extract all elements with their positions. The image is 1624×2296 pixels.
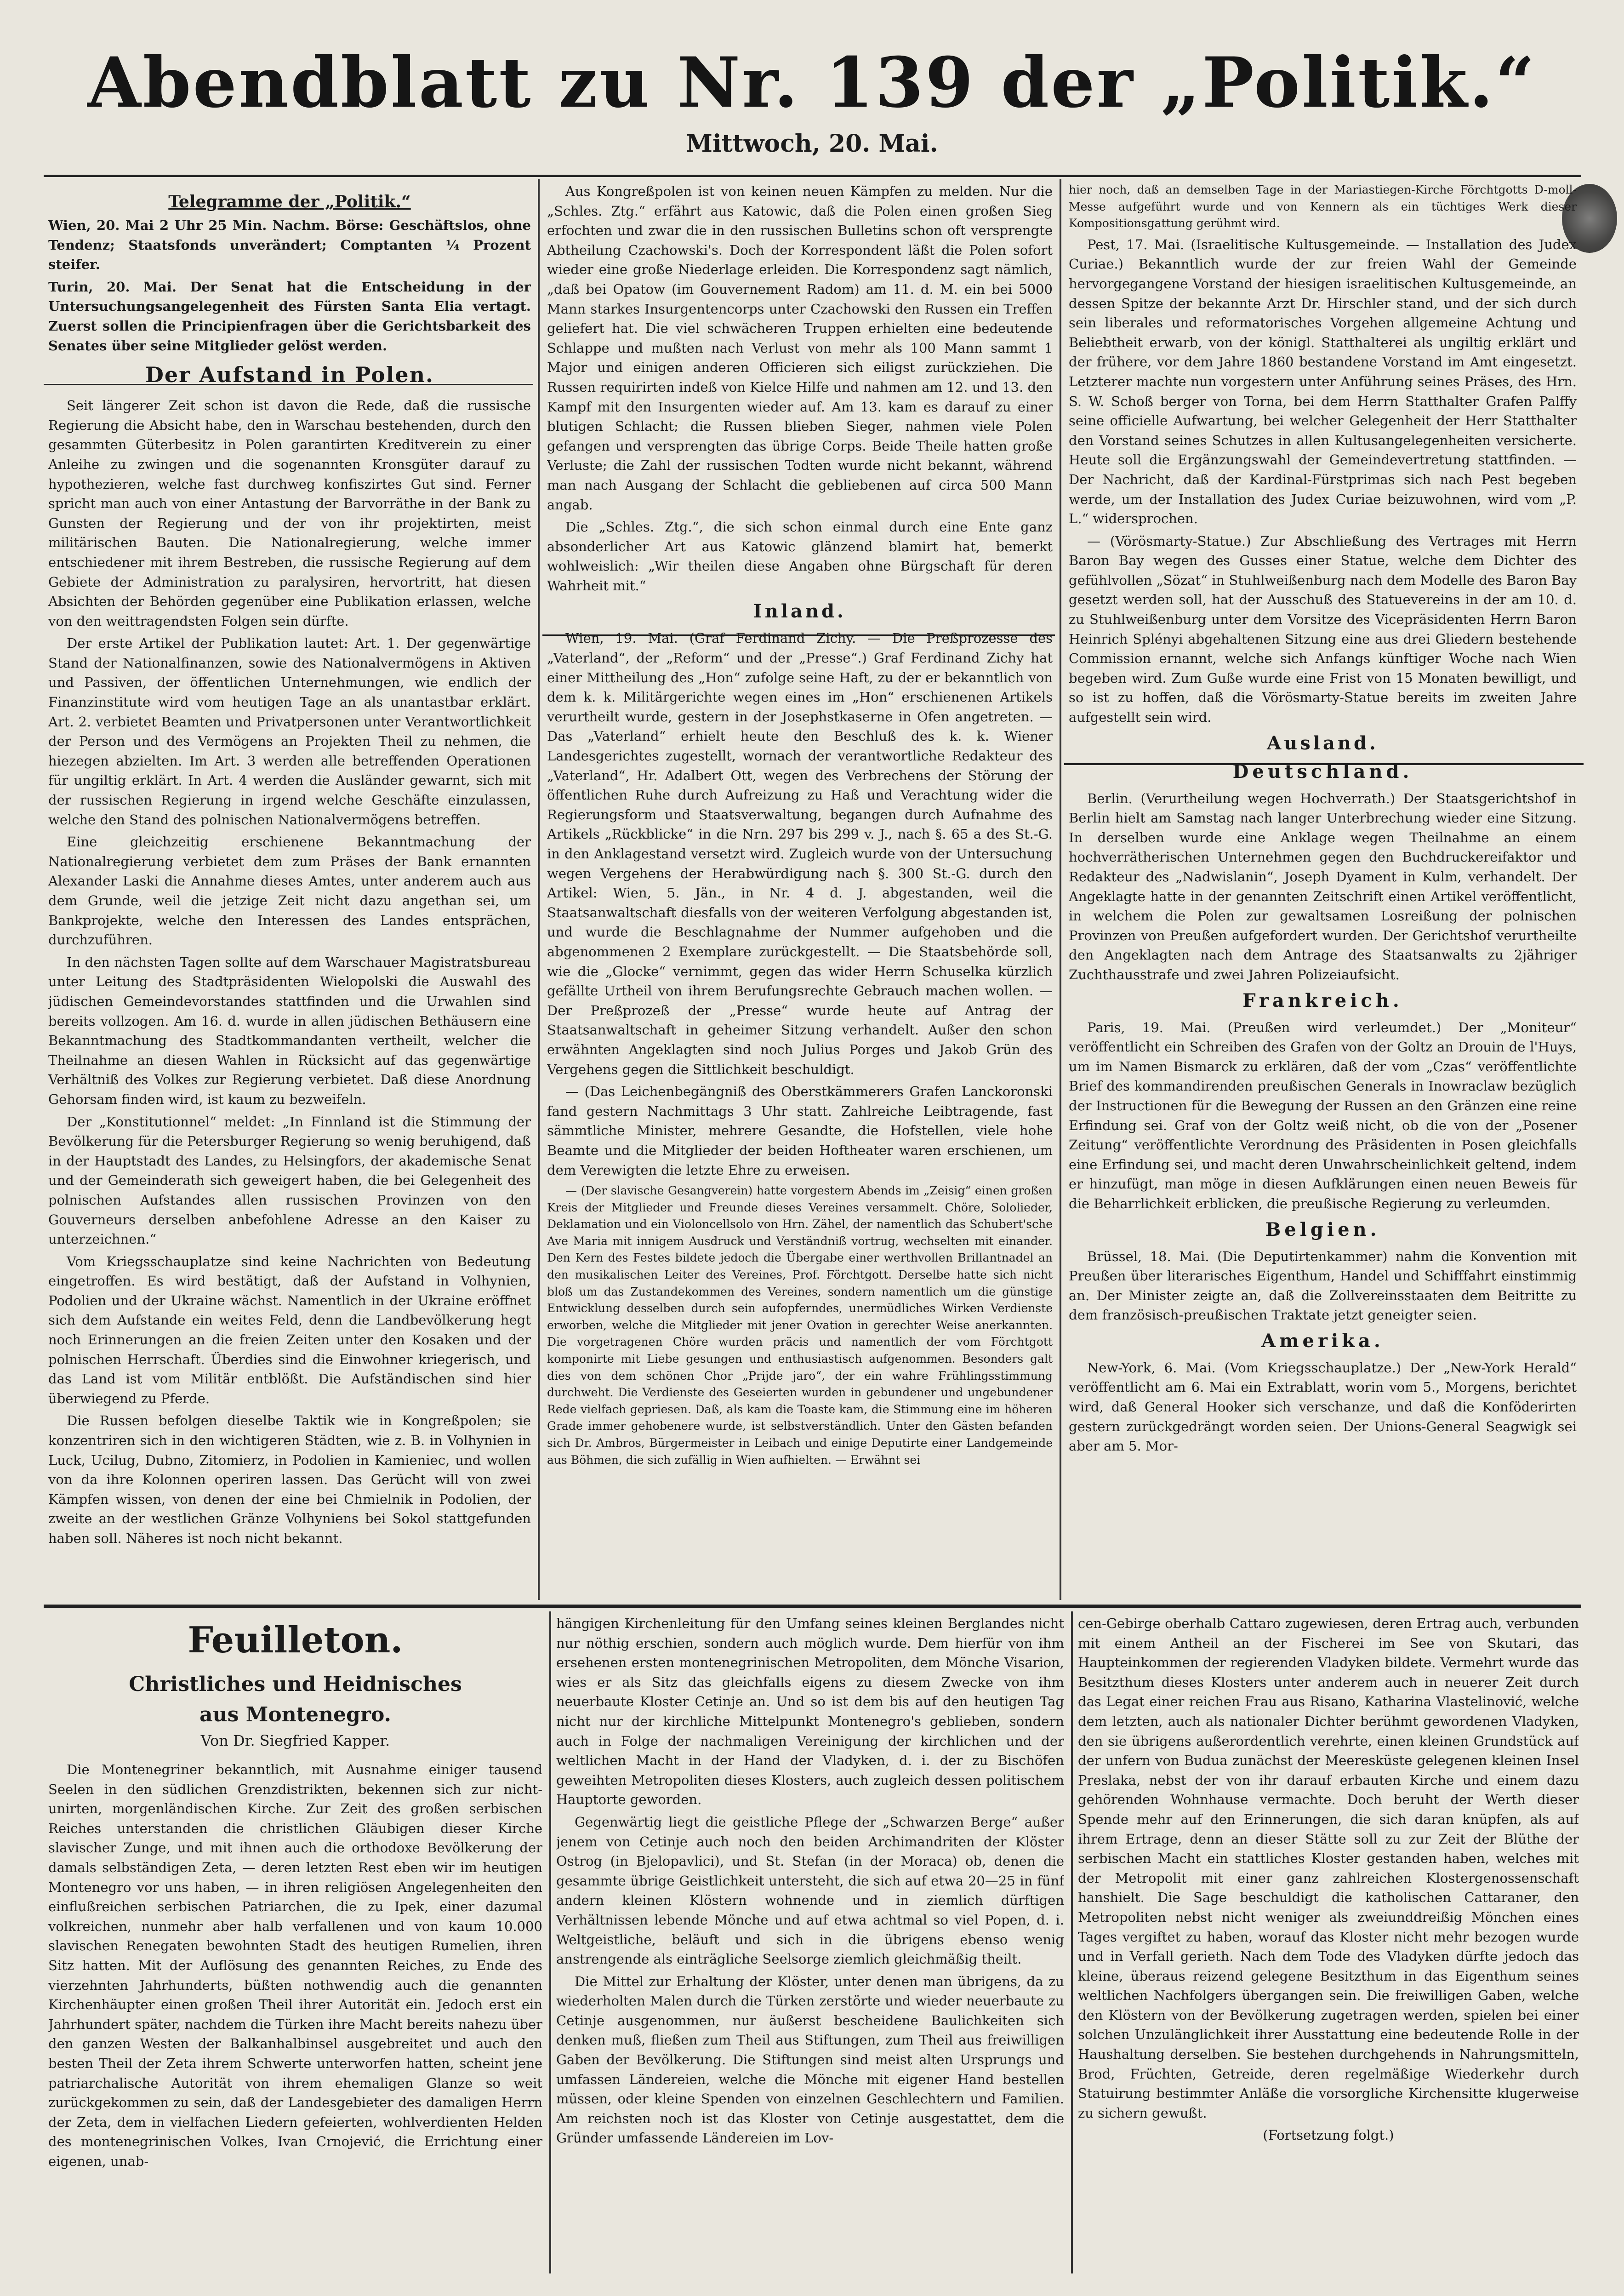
telegram-paragraph: Turin, 20. Mai. Der Senat hat die Entscheidung in der Untersuchungsangelegenheit des Fürsten Santa Elia vertagt. Zuerst sollen die Principienfragen über die Gerichtsbarkeit des Senates über seine Mitglieder gelöst werden. [48,279,531,354]
article-paragraph-small: hier noch, daß an demselben Tage in der Mariastiegen-Kirche Förchtgotts D-moll-Messe aufgeführt wurde und von Kennern als ein tüchtiges Werk dieser Kompositionsgattung gerühmt wird. [1069,183,1577,230]
section-heading-ausland: Ausland. [1267,732,1379,754]
feuilleton-paragraph: Die Mittel zur Erhaltung der Klöster, unter denen man übrigens, da zu wiederholten Malen durch die Türken zerstörte und wieder neuerbaute zu Cetinje ausgenommen, nur äußerst bescheidene Baulichkeiten sich denken muß, fließen zum Theil aus Stiftungen, zum Theil aus freiwilligen Gaben der Bevölkerung. Die Stiftungen sind meist alten Ursprungs und umfassen Ländereien, welche die Mönche mit eigener Hand bestellen müssen, oder kleine Spenden von einzelnen Geschlechtern und Familien. Am reichsten noch ist das Kloster von Cetinje ausgestattet, dem die Gründer umfassende Ländereien im Lov- [556,1973,1064,2146]
continuation-note: (Fortsetzung folgt.) [1263,2127,1394,2143]
section-heading-frankreich: Frankreich. [1242,989,1403,1011]
article-heading-aufstand: Der Aufstand in Polen. [145,362,434,388]
section-heading-inland: Inland. [753,600,846,623]
essay-author: Von Dr. Siegfried Kapper. [200,1732,390,1749]
article-paragraph: Vom Kriegsschauplatze sind keine Nachrichten von Bedeutung eingetroffen. Es wird bestätigt, daß der Aufstand in Volhynien, Podolien und der Ukraine wächst. Namentlich in der Ukraine eröffnet sich dem Aufstande ein weites Feld, denn die Landbevölkerung hegt noch Erinnerungen an die freien Zeiten unter den Kosaken und der polnischen Herrschaft. Überdies sind die Einwohner kriegerisch, und das Land ist vom Militär entblößt. Die Aufständischen sind hier überwiegend zu Pferde. [48,1253,531,1406]
feuilleton-divider-2 [1071,1611,1073,2273]
article-paragraph: Eine gleichzeitig erschienene Bekanntmachung der Nationalregierung verbietet dem zum Präses der Bank ernannten Alexander Laski die Annahme dieses Amtes, unter anderem auch aus dem Grunde, weil die jetzige Zeit nicht dazu angethan sei, um Bankprojekte, welche den Interessen des Landes entsprächen, durchzuführen. [48,834,531,948]
column-divider-1 [538,179,540,1600]
article-paragraph: Der „Konstitutionnel“ meldet: „In Finnland ist die Stimmung der Bevölkerung für die Petersburger Regierung so wenig beruhigend, daß in der Hauptstadt des Landes, zu Helsingfors, der akademische Senat und der Gemeinderath sich geweigert haben, die bei Gelegenheit des polnischen Aufstandes allen russischen Provinzen von den Gouverneurs derselben anbefohlene Adresse an den Kaiser zu unterzeichnen.“ [48,1114,531,1247]
feuilleton-title: Feuilleton. [188,1619,403,1661]
section-heading-belgien: Belgien. [1265,1218,1380,1240]
article-paragraph: New-York, 6. Mai. (Vom Kriegsschauplatze.) Der „New-York Herald“ veröffentlicht am 6. Mai ein Extrablatt, worin vom 5., Morgens, berichtet wird, daß General Hooker sich verschanze, und daß die Konföderirten gestern zurückgedrängt worden seien. Der Unions-General Seagwigk sei aber am 5. Mor- [1069,1359,1577,1454]
feuilleton-paragraph: Die Montenegriner bekanntlich, mit Ausnahme einiger tausend Seelen in den südlichen Grenzdistrikten, bekennen sich zur nicht-unirten, morgenländischen Kirche. Zur Zeit des großen serbischen Reiches unterstanden die christlichen Gläubigen dieser Kirche slavischer Zunge, und mit ihnen auch die orthodoxe Bevölkerung der damals selbständigen Zeta, — deren letzten Rest eben wir im heutigen Montenegro vor uns haben, — in ihren religiösen Angelegenheiten den einflußreichen serbischen Patriarchen, die zu Ipek, einer dazumal volkreichen, nunmehr aber halb verfallenen und von kaum 10.000 slavischen Renegaten bewohnten Stadt des heutigen Rumelien, ihren Sitz hatten. Mit der Auflösung des genannten Reiches, zu Ende des vierzehnten Jahrhunderts, büßten nothwendig auch die genannten Kirchenhäupter einen großen Theil ihrer Autorität ein. Jedoch erst ein Jahrhundert später, nachdem die Türken ihre Macht bereits nahezu über den ganzen Westen der Balkanhalbinsel ausgebreitet und auch den besten Theil der Zeta ihrem Schwerte unterworfen hatten, scheint jene patriarchalische Autorität von ihrem ehemaligen Glanze so weit zurückgekommen zu sein, daß der Landesgebieter des damaligen Herrn der Zeta, dem in vielfachen Liedern gefeierten, wohlverdienten Helden des montenegrinischen Volkes, Ivan Crnojević, die Errichtung einer eigenen, unab- [48,1762,542,2169]
article-paragraph: Brüssel, 18. Mai. (Die Deputirtenkammer) nahm die Konvention mit Preußen über literarisches Eigenthum, Handel und Schifffahrt einstimmig an. Der Minister zeigte an, daß die Zollvereinsstaaten dem Beitritte zu dem französisch-preußischen Traktate jetzt geneigter seien. [1069,1248,1577,1323]
masthead-date: Mittwoch, 20. Mai. [686,130,938,158]
article-paragraph: Paris, 19. Mai. (Preußen wird verleumdet.) Der „Moniteur“ veröffentlicht ein Schreiben des Grafen von der Goltz an Drouin de l'Huys, um im Namen Bismarck zu erklären, daß der vom „Czas“ veröffentlichte Brief des kommandirenden preußischen Generals in Inowraclaw bezüglich der Instructionen für die Bewegung der Russen an den Gränzen eine reine Erfindung sei. Graf von der Goltz weiß nicht, ob die von der „Posener Zeitung“ veröffentlichte Verordnung des Präsidenten in Posen gleichfalls eine Erfindung sei, und macht deren Unwahrscheinlichkeit geltend, indem er hinzufügt, man möge in diesen Aufklärungen einen neuen Beweis für die Beharrlichkeit erblicken, die preußische Regierung zu verleumden. [1069,1019,1577,1211]
middle-rule [44,1605,1581,1608]
article-paragraph: Berlin. (Verurtheilung wegen Hochverrath.) Der Staatsgerichtshof in Berlin hielt am Samstag nach langer Unterbrechung wieder eine Sitzung. In derselben wurde eine Anklage wegen Theilnahme an einem hochverrätherischen Unternehmen gegen den Buchdruckereifaktor und Redakteur des „Nadwislanin“, Joseph Dyament in Kulm, verhandelt. Der Angeklagte hatte in der genannten Zeitschrift einen Artikel veröffentlicht, in welchem die Polen zur gewaltsamen Losreißung der polnischen Provinzen von Preußen aufgefordert wurden. Der Gerichtshof verurtheilte den Angeklagten nach dem Antrage des Staatsanwalts zu 2jähriger Zuchthausstrafe und zwei Jahren Polizeiaufsicht. [1069,790,1577,982]
article-paragraph: Die Russen befolgen dieselbe Taktik wie in Kongreßpolen; sie konzentriren sich in den wichtigeren Städten, wie z. B. in Volhynien in Luck, Ucilug, Dubno, Zitomierz, in Podolien in Kamieniec, und wollen von da ihre Kolonnen operiren lassen. Das Gerücht will von zwei Kämpfen wissen, von denen der eine bei Chmielnik in Podolien, der zweite an der westlichen Gränze Volhyniens bei Sokol stattgefunden haben soll. Näheres ist noch nicht bekannt. [48,1413,531,1546]
column-divider-2 [1060,179,1061,1600]
article-paragraph-small: — (Der slavische Gesangverein) hatte vorgestern Abends im „Zeisig“ einen großen Kreis der Mitglieder und Freunde dieses Vereines versammelt. Chöre, Sololieder, Deklamation und ein Violoncellsolo von Hrn. Zähel, der namentlich das Schubert'sche Ave Maria mit innigem Ausdruck und Verständniß vortrug, wechselten mit einander. Den Kern des Festes bildete jedoch die Übergabe einer werthvollen Brillantnadel an den musikalischen Leiter des Vereines, Prof. Förchtgott. Derselbe hatte sich nicht bloß um das Zustandekommen des Vereines, sondern namentlich um die günstige Entwicklung desselben durch sein aufopferndes, unermüdliches Wirken Verdienste erworben, welche die Mitglieder mit jener Ovation in gerechter Weise anerkannten. Die vorgetragenen Chöre wurden präcis und namentlich der vom Förchtgott komponirte mit Liebe gesungen und enthusiastisch aufgenommen. Besonders galt dies von dem schönen Chor „Prijde jaro“, der ein wahre Frühlingsstimmung durchweht. Die Verdienste des Geseierten wurden in gebundener und ungebundener Rede vielfach gepriesen. Daß, als kam die Toaste kam, die Stimmung eine im höheren Grade immer gehobenere wurde, ist selbstverständlich. Unter den Gästen befanden sich Dr. Ambros, Bürgermeister in Leibach und einige Deputirte einer Landgemeinde aus Böhmen, die sich zufällig in Wien aufhielten. — Erwähnt sei [547,1184,1053,1467]
feuilleton-column-2 [556,1614,1064,2276]
telegram-title: Telegramme der „Politik.“ [168,192,411,211]
column-3 [1069,182,1577,1598]
feuilleton-divider-1 [549,1611,551,2273]
column-1 [48,191,531,1598]
article-paragraph: Die „Schles. Ztg.“, die sich schon einmal durch eine Ente ganz absonderlicher Art aus Katowic glänzend blamirt hat, bemerkt wohlweislich: „Wir theilen diese Angaben ohne Bürgschaft für deren Wahrheit mit.“ [547,519,1053,594]
masthead-title: Abendblatt zu Nr. 139 der „Politik.“ [87,42,1537,123]
article-paragraph: — (Vörösmarty-Statue.) Zur Abschließung des Vertrages mit Herrn Baron Bay wegen des Gusses einer Statue, welche dem Dichter des gefühlvollen „Sözat“ in Stuhlweißenburg nach dem Modelle des Baron Bay gesetzt werden soll, hat der Ausschuß des Statuevereins in der am 10. d. zu Stuhlweißenburg unter dem Vorsitze des Vicepräsidenten Herrn Baron Heinrich Splényi abgehaltenen Sitzung eine aus drei Gliedern bestehende Commission ernannt, welche sich Anfangs künftiger Woche nach Wien begeben wird. Zum Guße wurde eine Frist von 15 Monaten bewilligt, und so ist zu hoffen, daß die Vörösmarty-Statue bereits im zweiten Jahre aufgestellt sein wird. [1069,533,1577,725]
column-2 [547,182,1053,1598]
article-paragraph: In den nächsten Tagen sollte auf dem Warschauer Magistratsbureau unter Leitung des Stadtpräsidenten Wielopolski die Auswahl des jüdischen Gemeindevorstandes stattfinden und die Urwahlen sind bereits vollzogen. Am 16. d. wurde in allen jüdischen Bethäusern eine Bekanntmachung des Stadtkommandanten vertheilt, welcher die Theilnahme an diesen Wahlen in Rücksicht auf das gegenwärtige Verhältniß des Volkes zur Regierung verbietet. Daß diese Anordnung Gehorsam finden wird, ist kaum zu bezweifeln. [48,954,531,1107]
article-paragraph: — (Das Leichenbegängniß des Oberstkämmerers Grafen Lanckoronski fand gestern Nachmittags 3 Uhr statt. Zahlreiche Leibtragende, fast sämmtliche Minister, mehrere Gesandte, die Hofstellen, viele hohe Beamte und die Mitglieder der beiden Hoftheater waren erschienen, um dem Verewigten die letzte Ehre zu erweisen. [547,1084,1053,1178]
top-rule [44,175,1581,177]
article-paragraph: Pest, 17. Mai. (Israelitische Kultusgemeinde. — Installation des Judex Curiae.) Bekanntlich wurde der zur freien Wahl der Gemeinde hervorgegangene Vorstand der hiesigen israelitischen Kultusgemeinde, an dessen Spitze der bekannte Arzt Dr. Hirschler stand, und der sich durch sein liberales und reformatorisches Vorgehen allgemeine Achtung und Beliebtheit erwarb, von der königl. Statthalterei als ungiltig erklärt und der frühere, vor dem Jahre 1860 bestandene Vorstand im Amt eingesetzt. Letzterer machte nun vorgestern unter Anführung seines Präses, des Hrn. S. W. Schoß berger von Torna, bei dem Herrn Statthalter Grafen Palffy seine officielle Aufwartung, bei welcher Gelegenheit der Herr Statthalter den Vorstand seines Schutzes in allen Kultusangelegenheiten versicherte. Heute soll die Ergänzungswahl der Gemeindevertretung stattfinden. — Der Nachricht, daß der Kardinal-Fürstprimas sich nach Pest begeben werde, um der Installation des Judex Curiae beizuwohnen, wird vom „P. L.“ widersprochen. [1069,236,1577,527]
essay-title-line-2: aus Montenegro. [199,1703,391,1726]
article-paragraph: Wien, 19. Mai. (Graf Ferdinand Zichy. — Die Preßprozesse des „Vaterland“, der „Reform“ und der „Presse“.) Graf Ferdinand Zichy hat einer Mittheilung des „Hon“ zufolge seine Haft, zu der er bekanntlich von dem k. k. Militärgerichte wegen eines im „Hon“ erschienenen Artikels verurtheilt wurde, gestern in der Josephstkaserne in Ofen angetreten. — Das „Vaterland“ erhielt heute den Beschluß des k. k. Wiener Landesgerichtes zugestellt, wornach der verantwortliche Redakteur des „Vaterland“, Hr. Adalbert Ott, wegen des Verbrechens der Störung der öffentlichen Ruhe durch Aufreizung zu Haß und Verachtung wider die Regierungsform und Staatsverwaltung, begangen durch Aufnahme des Artikels „Rückblicke“ in die Nrn. 297 bis 299 v. J., nach §. 65 a des St.-G. in den Anklagestand versetzt wird. Zugleich wurde von der Untersuchung wegen Vergehens der Herabwürdigung nach §. 300 St.-G. durch den Artikel: Wien, 5. Jän., in Nr. 4 d. J. abgestanden, weil die Staatsanwaltschaft diesfalls von der weiteren Verfolgung abgestanden ist, und wurde die Beschlagnahme der Nummer aufgehoben und die abgenommenen 2 Exemplare zurückgestellt. — Die Staatsbehörde soll, wie die „Glocke“ vernimmt, gegen das wider Herrn Schuselka kürzlich gefällte Urtheil von ihrem Berufungsrechte Gebrauch machen wollen. — Der Preßprozeß der „Presse“ wurde heute auf Antrag der Staatsanwaltschaft in geheimer Sitzung verhandelt. Außer den schon erwähnten Angeklagten sind noch Julius Porges und Jakob Grün des Vergehens gegen die Sittlichkeit beschuldigt. [547,630,1053,1077]
essay-title-line-1: Christliches und Heidnisches [129,1673,462,1696]
article-paragraph: Aus Kongreßpolen ist von keinen neuen Kämpfen zu melden. Nur die „Schles. Ztg.“ erfährt aus Katowic, daß die Polen einen großen Sieg erfochten und zwar die in den russischen Bulletins schon oft versprengte Abtheilung Czachowski's. Doch der Korrespondent läßt die Polen sofort wieder eine große Niederlage erleiden. Die Korrespondenz sagt nämlich, „daß bei Opatow (im Gouvernement Radom) am 11. d. M. ein bei 5000 Mann starkes Insurgentencorps unter Czachowski den Russen ein Treffen geliefert hat. Die viel schwächeren Truppen erhielten eine bedeutende Schlappe und mußten nach Verlust von mehr als 100 Mann sammt 1 Major und einigen anderen Officieren sich eiligst zurückziehen. Die Russen requirirten indeß von Kielce Hilfe und nahmen am 12. und 13. den Kampf mit den Insurgenten wieder auf. Am 13. kam es darauf zu einer blutigen Schlacht; die Russen blieben Sieger, nahmen viele Polen gefangen und versprengten das übrige Corps. Beide Theile hatten große Verluste; die Zahl der russischen Todten wurde nicht bekannt, während man nach Ausgang der Schlacht die gebliebenen auf circa 500 Mann angab. [547,183,1053,513]
article-paragraph: Der erste Artikel der Publikation lautet: Art. 1. Der gegenwärtige Stand der Nationalfinanzen, sowie des Nationalvermögens in Aktiven und Passiven, der öffentlichen Unternehmungen, wie endlich der Finanzinstitute wird vom heutigen Tage an als unantastbar erklärt. Art. 2. verbietet Beamten und Privatpersonen unter Verantwortlichkeit der Person und des Vermögens an Projekten Theil zu nehmen, die hiezegen abzielten. Im Art. 3 werden alle betreffenden Operationen für ungiltig erklärt. In Art. 4 werden die Ausländer gewarnt, sich mit der russischen Regierung in irgend welche Geschäfte einzulassen, welche den Stand des polnischen Nationalvermögens betreffen. [48,635,531,828]
section-heading-deutschland: Deutschland. [1232,760,1413,782]
section-heading-amerika: Amerika. [1261,1330,1384,1352]
feuilleton-paragraph: cen-Gebirge oberhalb Cattaro zugewiesen, deren Ertrag auch, verbunden mit einem Antheil an der Fischerei im See von Skutari, das Haupteinkommen der regierenden Vladyken bildete. Vermehrt wurde das Besitzthum dieses Klosters unter anderem auch in neuerer Zeit durch das Legat einer reichen Frau aus Risano, Katharina Vlastelinović, welche dem letzten, auch als nationaler Dichter berühmt gewordenen Vladyken, den sie übrigens außerordentlich verehrte, einen kleinen Grundstück auf der unfern von Budua zunächst der Meeresküste gelegenen kleinen Insel Preslaka, nebst der von ihr darauf erbauten Kirche und einem dazu gehörenden Wohnhause vermachte. Doch beruht der Werth dieser Spende mehr auf den Erinnerungen, die sich daran knüpfen, als auf ihrem Ertrage, denn an dieser Stätte soll zu zur Zeit der Blüthe der serbischen Macht ein stattliches Kloster gestanden haben, welches mit der Metropolit mit einer ganz zahlreichen Klostergenossenschaft hanshielt. Die Sage beschuldigt die katholischen Cattaraner, den Metropoliten nebst nicht weniger als zweiunddreißig Mönchen eines Tages vergiftet zu haben, worauf das Kloster nicht mehr bezogen wurde und in Verfall gerieth. Nach dem Tode des Vladyken dürfte jedoch das kleine, überaus reizend gelegene Besitzthum in das Eigenthum seines weltlichen Nachfolgers übergangen sein. Die freiwilligen Gaben, welche den Klöstern von der Bevölkerung zugetragen werden, spielen bei einer solchen Unzulänglichkeit ihrer Ausstattung eine bedeutende Rolle in der Haushaltung derselben. Sie bestehen durchgehends in Nahrungsmitteln, Brod, Früchten, Getreide, deren regelmäßige Wiederkehr durch Statuirung bestimmter Anläße die vorsorgliche Kirchensitte klugerweise zu sichern gewußt. [1078,1616,1579,2121]
feuilleton-paragraph: hängigen Kirchenleitung für den Umfang seines kleinen Berglandes nicht nur nöthig erschien, sondern auch möglich wurde. Dem hierfür von ihm ersehenen ersten montenegrinischen Metropoliten, dem Mönche Visarion, wies er als Sitz das gleichfalls eigens zu diesem Zwecke von ihm neuerbaute Kloster Cetinje an. Und so ist dem bis auf den heutigen Tag nicht nur der kirchliche Mittelpunkt Montenegro's geblieben, sondern auch in Folge der nachmaligen Vereinigung der kirchlichen und der weltlichen Macht in der Hand der Vladyken, d. i. der zu Bischöfen geweihten Metropoliten dieses Klosters, auch zugleich dessen politischem Hauptorte geworden. [556,1616,1064,1808]
feuilleton-column-1 [48,1614,542,2276]
telegram-paragraph: Wien, 20. Mai 2 Uhr 25 Min. Nachm. Börse: Geschäftslos, ohne Tendenz; Staatsfonds unverändert; Comptanten ¼ Prozent steifer. [48,217,531,273]
feuilleton-column-3 [1078,1614,1579,2276]
feuilleton-paragraph: Gegenwärtig liegt die geistliche Pflege der „Schwarzen Berge“ außer jenem von Cetinje auch noch den beiden Archimandriten der Klöster Ostrog (in Bjelopavlici), und St. Stefan (in der Moraca) ob, denen die gesammte übrige Geistlichkeit untersteht, die sich auf etwa 20—25 in fünf andern kleinen Klöstern wohnende und in ziemlich dürftigen Verhältnissen lebende Mönche und auf etwa achtmal so viel Popen, d. i. Weltgeistliche, beläuft und sich in die übrigens ebenso wenig anstrengende als einträgliche Seelsorge ziemlich gleichmäßig theilt. [556,1814,1064,1967]
article-paragraph: Seit längerer Zeit schon ist davon die Rede, daß die russische Regierung die Absicht habe, den in Warschau bestehenden, durch den gesammten Güterbesitz in Polen garantirten Kreditverein zu einer Anleihe zu zwingen und die sogenannten Kronsgüter darauf zu hypothezieren, welche fast durchweg konfiszirtes Gut sind. Ferner spricht man auch von einer Antastung der Barvorräthe in der Bank zu Gunsten der Regierung und der von ihr projektirten, meist militärischen Bauten. Die Nationalregierung, welche immer entschiedener mit ihrem Bestreben, die russische Regierung auf dem Gebiete der Administration zu paralysiren, hervortritt, hat diesen Absichten der Behörden gegenüber eine Publikation erlassen, welche von den weittragendsten Folgen sein dürfte. [48,398,531,629]
